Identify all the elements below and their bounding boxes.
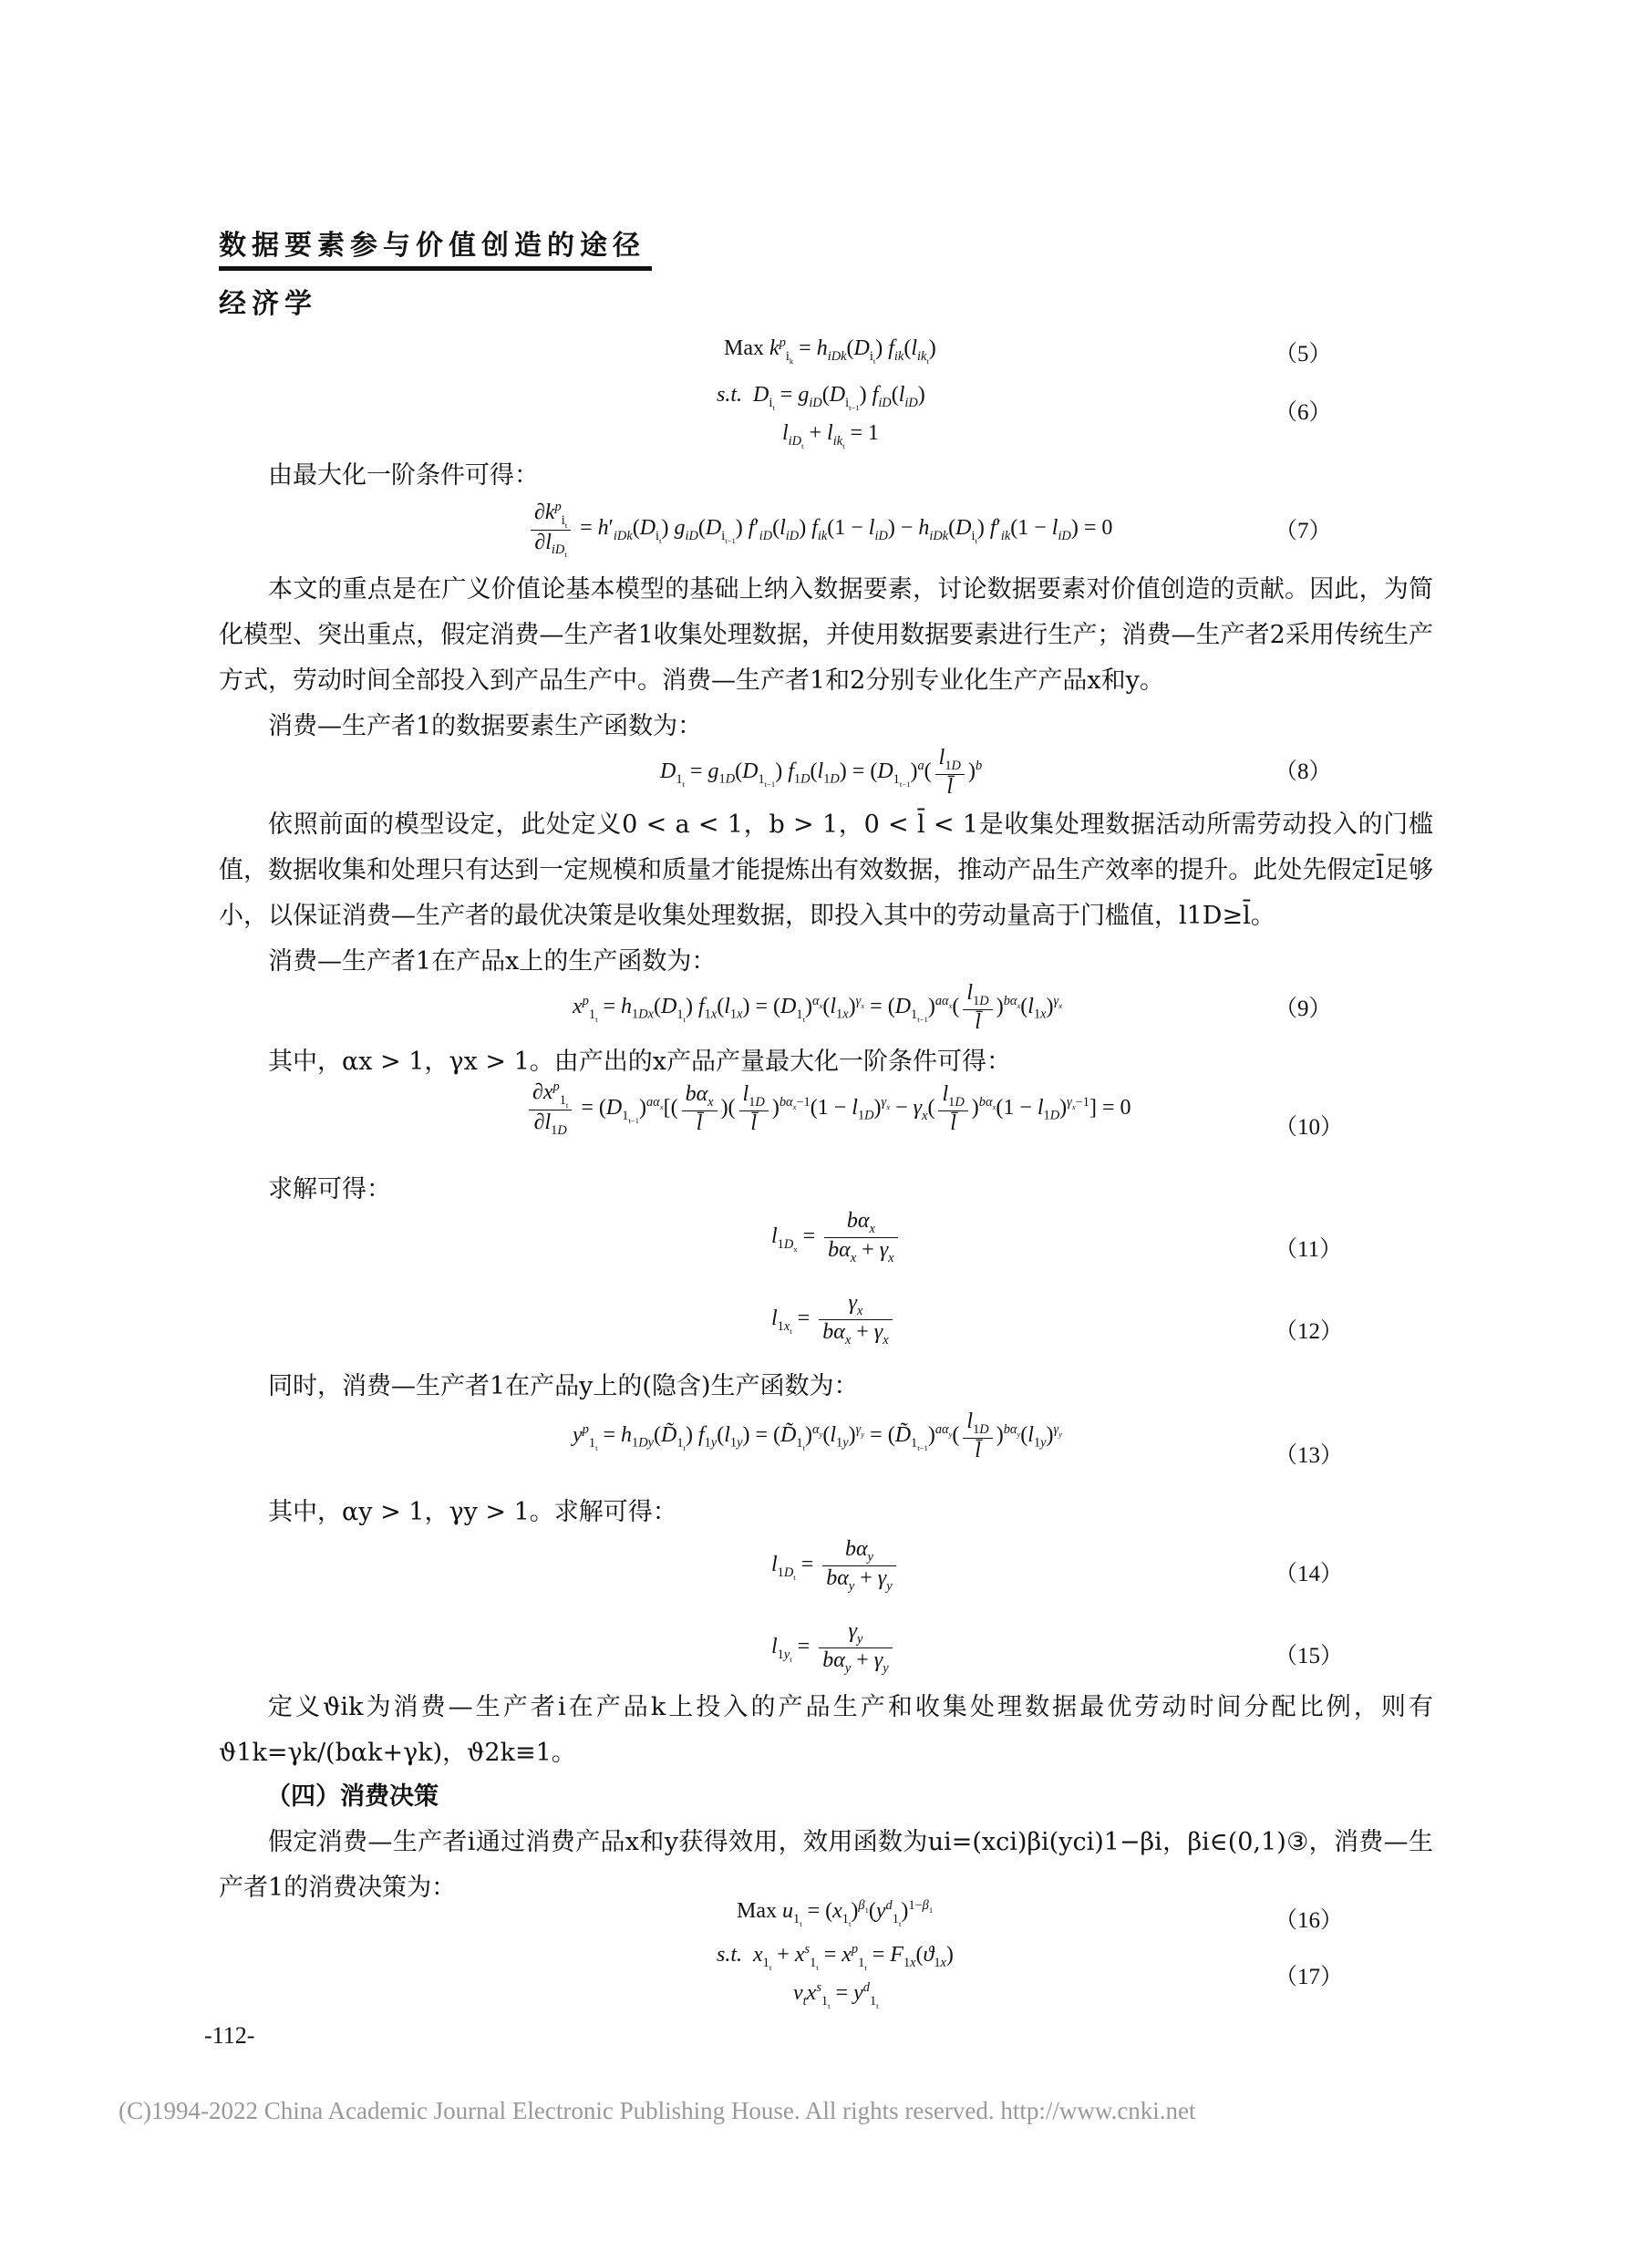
paragraph-model-focus: 本文的重点是在广义价值论基本模型的基础上纳入数据要素，讨论数据要素对价值创造的贡献。因此，为简化模型、突出重点，假定消费—生产者1收集处理数据，并使用数据要素进行生产；消费—生产者2采用传统生产方式，劳动时间全部投入到产品生产中。消费—生产者1和2分别专业化生产产品x和y。 [219,575,1433,695]
paragraph-y-function: 同时，消费—生产者1在产品y上的(隐含)生产函数为： [268,1372,859,1400]
equation-number-8: （8） [1275,759,1332,784]
equation-number-10: （10） [1275,1115,1344,1140]
paragraph-allocation-ratio: 定义ϑik为消费—生产者i在产品k上投入的产品生产和收集处理数据最优劳动时间分配比例，则有ϑ1k=γk/(bαk+γk)，ϑ2k≡1。 [219,1693,1433,1767]
equation-9: $x^p_{1_t} = h_{1Dx}(D_{1_t}) f_{1x}(l_{1x}) = (D_{1_t})^{\alpha_x}(l_{1x})^{\gamma_x} = (D_{1_{t-1}})^{a\alpha_x}$( $\frac{l_{1D}}{l̄}$ )$^{b\alpha_x}(l_{1x})^{\gamma_x}$ [573,981,1063,1034]
equation-8: $D_{1_t} = g_{1D}(D_{1_{t-1}}) f_{1D}(l_{1D}) = (D_{1_{t-1}})^a$( $\frac{l_{1D}}{l̄}$ )$^b$ [660,746,983,799]
equation-number-12: （12） [1275,1319,1344,1344]
page-number: -112- [204,2022,255,2049]
equation-6-constraint: $l_{iD_t} + l_{ik_t} = 1$ [782,421,880,450]
paragraph-x-conditions: 其中，αx > 1，γx > 1。由产出的x产品产量最大化一阶条件可得： [268,1048,1011,1076]
equation-number-11: （11） [1275,1237,1343,1262]
equation-number-16: （16） [1275,1908,1344,1933]
copyright-notice: (C)1994-2022 China Academic Journal Electronic Publishing House. All rights reserved. http://www.cnki.net [119,2097,1196,2124]
equation-number-14: （14） [1275,1562,1344,1586]
paragraph-first-order: 由最大化一阶条件可得： [268,461,539,490]
running-header-subtitle: 经济学 [219,288,317,320]
equation-13: $y^p_{1_t}$ = $h_{1Dy}(D̃_{1_t}) f_{1y}(l_{1y})$ = $(D̃_{1_t})^{\alpha_y}(l_{1y})^{\gamma_y}$ = $(D̃_{1_{t-1}})^{a\alpha_y}$( $\frac{l_{1D}}{l̄}$ )$^{b\alpha_y}(l_{1y})^{\gamma_y}$ [573,1410,1063,1462]
paragraph-x-function: 消费—生产者1在产品x上的生产函数为： [268,947,717,976]
paragraph-utility: 假定消费—生产者i通过消费产品x和y获得效用，效用函数为ui=(xci)βi(yci)1−βi，βi∈(0,1)③，消费—生产者1的消费决策为： [219,1828,1433,1902]
equation-number-7: （7） [1275,519,1332,543]
header-rule [219,266,652,271]
section-heading-consumption: （四）消费决策 [266,1782,439,1811]
equation-17-budget: $v_tx^s_{1_t} = y^d_{1_t}$ [793,1980,879,2010]
equation-5: Max $k^p_{i_k} = h_{iDk}(D_{i_t})$ $f_{ik}(l_{ik_t})$ [724,336,936,366]
paragraph-solve-x: 求解可得： [268,1175,391,1203]
equation-number-13: （13） [1275,1443,1344,1468]
equation-6: s.t. $D_{i_t} = g_{iD}(D_{i_{t-1}})$ $f_{iD}(l_{iD})$ [717,383,925,412]
equation-number-17: （17） [1275,1965,1344,1989]
equation-14: $l_{1D_t}$ = $\frac{b\alpha_y}{b\alpha_y + \gamma_y}$ [771,1537,900,1595]
paragraph-data-function: 消费—生产者1的数据要素生产函数为： [268,712,703,740]
equation-7: $\frac{\partial k^p_{i_t}}{\partial l_{iD_t}}$ = $h'_{iDk}(D_{i_t})$ $g_{iD}(D_{i_{t-1}})$ $f'_{iD}(l_{iD}) f_{ik}(1 - l_{iD}) - h_{iDk}(D_{i_t}) f'_{ik}(1 - l_{iD}) = 0$ [527,500,1112,559]
equation-16: Max $u_{1_t} = (x_{1_t})^{\beta_1}(y^d_{1_t})^{1-\beta_1}$ [737,1898,934,1928]
equation-10: $\frac{\partial x^p_{1_t}}{\partial l_{1D}}$ = $(D_{1_{t-1}})^{a\alpha_x}$[( $\frac{b\alpha_x}{l̄}$ )( $\frac{l_{1D}}{l̄}$ )$^{b\alpha_x-1}(1 - l_{1D})^{\gamma_x} - \gamma_x$( $\frac{l_{1D}}{l̄}$ )$^{b\alpha_x}(1 - l_{1D})^{\gamma_x-1}] = 0$ [525,1079,1131,1138]
equation-number-15: （15） [1275,1644,1344,1668]
equation-12: $l_{1x_t}$ = $\frac{\gamma_x}{b\alpha_x + \gamma_x}$ [771,1291,896,1348]
equation-number-9: （9） [1275,997,1332,1021]
equation-17: s.t. $x_{1_t} + x^s_{1_t} = x^p_{1_t} = F_{1x}(ϑ_{1x})$ [717,1942,954,1972]
equation-15: $l_{1y_t}$ = $\frac{\gamma_y}{b\alpha_y + \gamma_y}$ [771,1619,896,1677]
paragraph-threshold: 依照前面的模型设定，此处定义0 < a < 1，b > 1，0 < l̄ < 1是收集处理数据活动所需劳动投入的门槛值，数据收集和处理只有达到一定规模和质量才能提炼出有效数据，推动产品生产效率的提升。此处先假定l̄足够小，以保证消费—生产者的最优决策是收集处理数据，即投入其中的劳动量高于门槛值，l1D≥l̄。 [219,811,1433,930]
equation-11: $l_{1D_x}$ = $\frac{b\alpha_x}{b\alpha_x + \gamma_x}$ [771,1209,902,1266]
equation-number-5: （5） [1275,342,1332,367]
equation-number-6: （6） [1275,400,1332,425]
paragraph-y-conditions: 其中，αy > 1，γy > 1。求解可得： [268,1498,677,1526]
running-header-title: 数据要素参与价值创造的途径 [219,230,645,262]
